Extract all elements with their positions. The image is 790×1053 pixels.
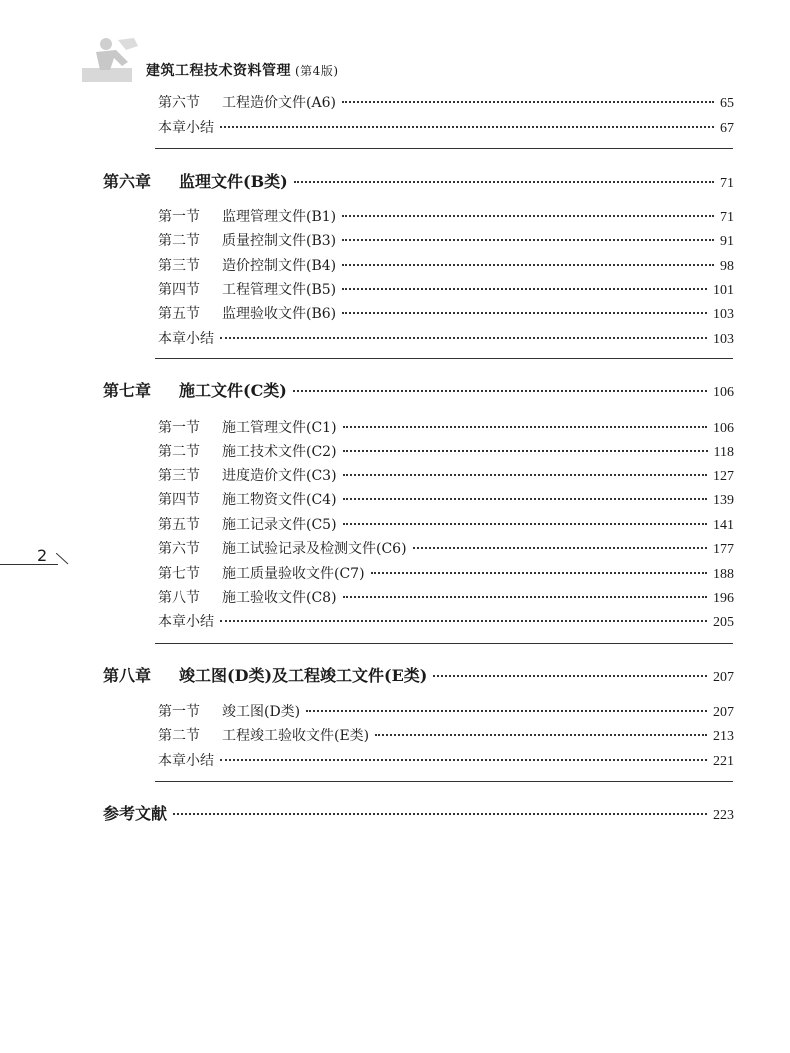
chapter-title: 竣工图(D类)及工程竣工文件(E类) bbox=[179, 666, 428, 685]
toc-section-row[interactable] bbox=[158, 230, 734, 250]
dot-leader bbox=[306, 710, 707, 712]
section-number: 第二节 bbox=[158, 728, 200, 744]
page-ref: 71 bbox=[720, 210, 734, 225]
dot-leader bbox=[342, 264, 714, 266]
page-number-rule bbox=[0, 564, 58, 565]
chapter-divider bbox=[155, 148, 733, 149]
dot-leader bbox=[343, 498, 707, 500]
dot-leader bbox=[342, 312, 707, 314]
section-title: 施工试验记录及检测文件(C6) bbox=[222, 541, 407, 557]
dot-leader bbox=[342, 215, 714, 217]
toc-section-row[interactable] bbox=[158, 725, 734, 745]
page-ref: 139 bbox=[713, 493, 734, 508]
page-ref: 196 bbox=[713, 591, 734, 606]
edition-label: (第4版) bbox=[295, 64, 339, 78]
chapter-number: 第六章 bbox=[103, 172, 152, 191]
section-title: 本章小结 bbox=[158, 753, 214, 769]
chapter-number: 第八章 bbox=[103, 666, 152, 685]
dot-leader bbox=[413, 547, 707, 549]
book-title-text: 建筑工程技术资料管理 bbox=[146, 63, 291, 79]
dot-leader bbox=[342, 101, 714, 103]
running-header bbox=[82, 36, 742, 86]
dot-leader bbox=[371, 572, 707, 574]
section-title: 本章小结 bbox=[158, 331, 214, 347]
toc-section-row[interactable] bbox=[158, 92, 734, 112]
page-ref: 65 bbox=[720, 96, 734, 111]
toc-summary-row[interactable] bbox=[158, 117, 734, 137]
page-ref: 103 bbox=[713, 307, 734, 322]
toc-section-row[interactable] bbox=[158, 255, 734, 275]
dot-leader bbox=[433, 675, 707, 677]
toc-references-row[interactable] bbox=[103, 801, 734, 824]
toc-chapter-row[interactable] bbox=[103, 663, 734, 686]
page-ref: 141 bbox=[713, 518, 734, 533]
section-title: 竣工图(D类) bbox=[222, 704, 301, 720]
section-title: 造价控制文件(B4) bbox=[222, 258, 337, 274]
page-corner-tick-icon bbox=[56, 553, 70, 565]
section-number: 第二节 bbox=[158, 233, 200, 249]
section-number: 第五节 bbox=[158, 517, 200, 533]
page-ref: 106 bbox=[713, 421, 734, 436]
section-number: 第四节 bbox=[158, 282, 200, 298]
section-title: 工程管理文件(B5) bbox=[222, 282, 337, 298]
toc-section-row[interactable] bbox=[158, 279, 734, 299]
dot-leader bbox=[220, 620, 707, 622]
chapter-divider bbox=[155, 358, 733, 359]
page-ref: 106 bbox=[713, 385, 734, 400]
page-ref: 98 bbox=[720, 259, 734, 274]
toc-summary-row[interactable] bbox=[158, 328, 734, 348]
toc-section-row[interactable] bbox=[158, 206, 734, 226]
toc-section-row[interactable] bbox=[158, 303, 734, 323]
page-ref: 118 bbox=[713, 445, 734, 460]
dot-leader bbox=[343, 426, 707, 428]
toc-section-row[interactable] bbox=[158, 441, 734, 461]
dot-leader bbox=[220, 126, 714, 128]
section-title: 本章小结 bbox=[158, 614, 214, 630]
section-title: 进度造价文件(C3) bbox=[222, 468, 337, 484]
toc-section-row[interactable] bbox=[158, 538, 734, 558]
section-title: 工程造价文件(A6) bbox=[222, 95, 336, 111]
page-ref: 223 bbox=[713, 808, 734, 823]
section-number: 第八节 bbox=[158, 590, 200, 606]
toc-section-row[interactable] bbox=[158, 514, 734, 534]
section-title: 监理验收文件(B6) bbox=[222, 306, 337, 322]
page-ref: 127 bbox=[713, 469, 734, 484]
section-number: 第六节 bbox=[158, 95, 200, 111]
section-number: 第五节 bbox=[158, 306, 200, 322]
page-ref: 101 bbox=[713, 283, 734, 298]
section-title: 本章小结 bbox=[158, 120, 214, 136]
dot-leader bbox=[375, 734, 707, 736]
page-ref: 213 bbox=[713, 729, 734, 744]
dot-leader bbox=[342, 239, 714, 241]
toc-summary-row[interactable] bbox=[158, 750, 734, 770]
dot-leader bbox=[220, 337, 707, 339]
page-ref: 205 bbox=[713, 615, 734, 630]
dot-leader bbox=[220, 759, 707, 761]
toc-summary-row[interactable] bbox=[158, 611, 734, 631]
chapter-title: 施工文件(C类) bbox=[179, 381, 287, 400]
toc-section-row[interactable] bbox=[158, 465, 734, 485]
toc-section-row[interactable] bbox=[158, 701, 734, 721]
dot-leader bbox=[173, 813, 707, 815]
dot-leader bbox=[293, 390, 707, 392]
section-number: 第二节 bbox=[158, 444, 200, 460]
page-ref: 188 bbox=[713, 567, 734, 582]
section-number: 第三节 bbox=[158, 468, 200, 484]
dot-leader bbox=[343, 450, 708, 452]
worker-figure-icon bbox=[82, 36, 144, 84]
toc-section-row[interactable] bbox=[158, 587, 734, 607]
book-title bbox=[146, 60, 339, 80]
section-number: 第七节 bbox=[158, 566, 200, 582]
dot-leader bbox=[294, 181, 714, 183]
section-number: 第三节 bbox=[158, 258, 200, 274]
section-number: 第一节 bbox=[158, 420, 200, 436]
section-number: 第一节 bbox=[158, 209, 200, 225]
section-title: 监理管理文件(B1) bbox=[222, 209, 337, 225]
references-title: 参考文献 bbox=[103, 804, 168, 823]
page-ref: 177 bbox=[713, 542, 734, 557]
chapter-title: 监理文件(B类) bbox=[179, 172, 288, 191]
section-title: 施工质量验收文件(C7) bbox=[222, 566, 365, 582]
toc-section-row[interactable] bbox=[158, 417, 734, 437]
chapter-divider bbox=[155, 643, 733, 644]
dot-leader bbox=[343, 523, 707, 525]
section-title: 施工记录文件(C5) bbox=[222, 517, 337, 533]
section-number: 第六节 bbox=[158, 541, 200, 557]
section-title: 工程竣工验收文件(E类) bbox=[222, 728, 370, 744]
section-title: 施工技术文件(C2) bbox=[222, 444, 337, 460]
dot-leader bbox=[343, 596, 707, 598]
section-title: 施工管理文件(C1) bbox=[222, 420, 337, 436]
page-ref: 91 bbox=[720, 234, 734, 249]
page-ref: 71 bbox=[720, 176, 734, 191]
toc-section-row[interactable] bbox=[158, 489, 734, 509]
section-number: 第一节 bbox=[158, 704, 200, 720]
toc-chapter-row[interactable] bbox=[103, 169, 734, 192]
toc-section-row[interactable] bbox=[158, 563, 734, 583]
toc-chapter-row[interactable] bbox=[103, 378, 734, 401]
page-ref: 207 bbox=[713, 670, 734, 685]
dot-leader bbox=[342, 288, 707, 290]
page-number: 2 bbox=[37, 546, 48, 565]
dot-leader bbox=[343, 474, 707, 476]
page-ref: 103 bbox=[713, 332, 734, 347]
section-number: 第四节 bbox=[158, 492, 200, 508]
section-title: 质量控制文件(B3) bbox=[222, 233, 337, 249]
page-ref: 67 bbox=[720, 121, 734, 136]
chapter-number: 第七章 bbox=[103, 381, 152, 400]
section-title: 施工物资文件(C4) bbox=[222, 492, 337, 508]
section-title: 施工验收文件(C8) bbox=[222, 590, 337, 606]
page-ref: 207 bbox=[713, 705, 734, 720]
chapter-divider bbox=[155, 781, 733, 782]
page-ref: 221 bbox=[713, 754, 734, 769]
